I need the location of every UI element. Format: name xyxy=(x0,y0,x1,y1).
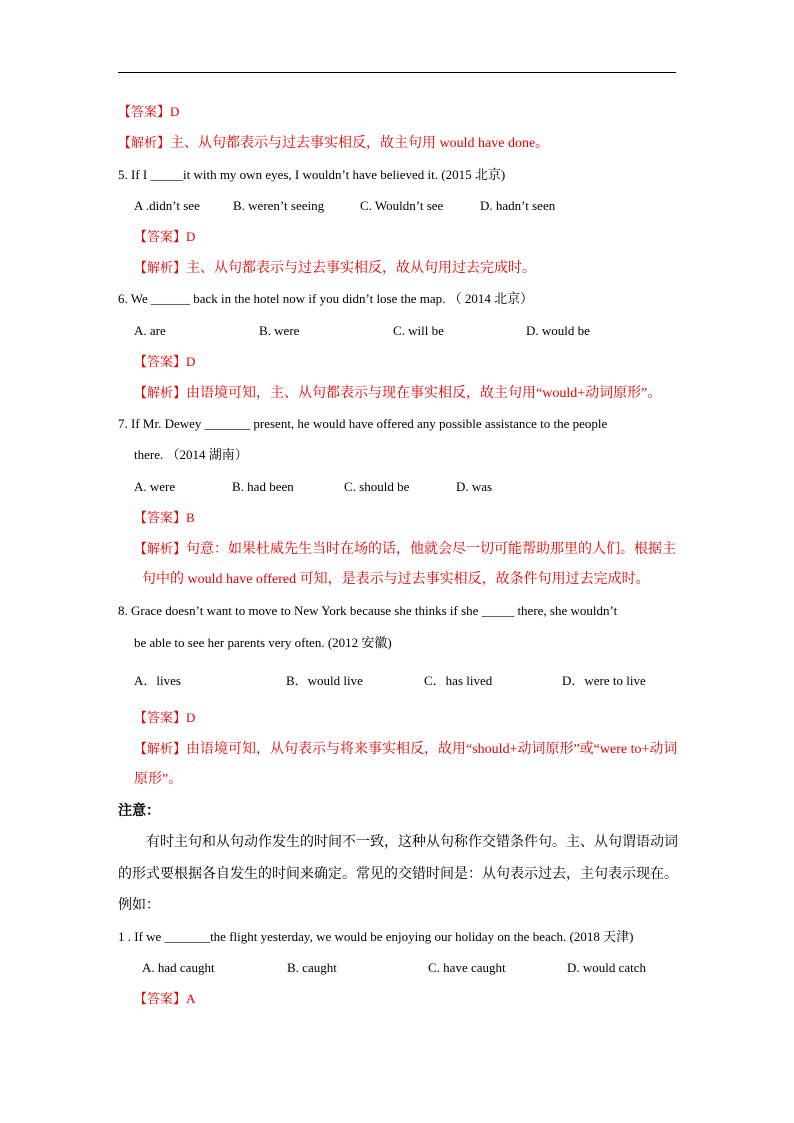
answer-value: D xyxy=(186,710,196,725)
q6-option-c: C. will be xyxy=(393,323,444,338)
answer-value: D xyxy=(186,354,196,369)
analysis-tag: 【解析】 xyxy=(134,542,187,557)
q5-option-c: C. Wouldn’t see xyxy=(360,198,444,213)
q7-option-c: C. should be xyxy=(344,479,410,494)
q8-option-a: A．lives xyxy=(134,673,181,688)
q7-analysis-line1 xyxy=(134,540,676,559)
example1-answer xyxy=(134,990,195,1009)
analysis-tag: 【解析】 xyxy=(134,742,187,757)
q6-option-d: D. would be xyxy=(526,323,590,338)
q5-stem: 5. If I _____it with my own eyes, I wouldn’t have believed it. (2015 北京) xyxy=(118,167,506,182)
note-para-line3: 例如： xyxy=(118,898,160,913)
analysis-tag: 【解析】 xyxy=(118,136,171,151)
answer-tag: 【答案】 xyxy=(118,105,171,120)
analysis-text: 由语境可知，主、从句都表示与现在事实相反，故主句用“would+动词原形”。 xyxy=(186,386,662,401)
analysis-tag: 【解析】 xyxy=(134,386,187,401)
example1-stem: 1 . If we _______the flight yesterday, we would be enjoying our holiday on the beach. (2018 天津) xyxy=(118,929,634,944)
answer-value: D xyxy=(186,229,196,244)
q7-analysis-line2: 句中的 would have offered 可知，是表示与过去事实相反，故条件句用过去完成时。 xyxy=(142,572,650,587)
q7-option-d: D. was xyxy=(456,479,493,494)
q8-analysis-line2: 原形”。 xyxy=(134,772,183,787)
q7-stem-line1: 7. If Mr. Dewey _______ present, he would have offered any possible assistance to the people xyxy=(118,416,608,431)
q8-answer xyxy=(134,709,195,728)
answer-tag: 【答案】 xyxy=(134,511,187,526)
analysis-text: 主、从句都表示与过去事实相反，故从句用过去完成时。 xyxy=(186,261,537,276)
answer-value: B xyxy=(186,510,195,525)
q8-option-c: C．has lived xyxy=(424,673,493,688)
q5-option-b: B. weren’t seeing xyxy=(233,198,325,213)
q5-answer xyxy=(134,228,195,247)
q7-answer xyxy=(134,509,195,528)
q8-option-d: D．were to live xyxy=(562,673,646,688)
q5-analysis xyxy=(134,259,536,278)
analysis-text: 由语境可知，从句表示与将来事实相反，故用“should+动词原形”或“were to+动词 xyxy=(186,742,678,757)
q8-analysis-line1 xyxy=(134,740,677,759)
q7-stem-line2: there. （2014 湖南） xyxy=(134,447,248,462)
q6-option-a: A. are xyxy=(134,323,166,338)
example1-option-c: C. have caught xyxy=(428,960,506,975)
q7-option-a: A. were xyxy=(134,479,176,494)
example1-option-a: A. had caught xyxy=(142,960,215,975)
analysis-text: 主、从句都表示与过去事实相反，故主句用 would have done。 xyxy=(170,136,550,151)
q7-option-b: B. had been xyxy=(232,479,294,494)
q6-option-b: B. were xyxy=(259,323,300,338)
answer-tag: 【答案】 xyxy=(134,230,187,245)
q6-analysis xyxy=(134,384,661,403)
q6-answer xyxy=(134,353,195,372)
note-title: 注意： xyxy=(118,804,160,819)
q4-analysis xyxy=(118,134,549,153)
analysis-text: 句意：如果杜威先生当时在场的话，他就会尽一切可能帮助那里的人们。根据主 xyxy=(186,542,677,557)
q8-stem-line1: 8. Grace doesn’t want to move to New York because she thinks if she _____ there, she wouldn’t xyxy=(118,603,618,618)
answer-tag: 【答案】 xyxy=(134,711,187,726)
header-rule xyxy=(118,72,676,73)
answer-value: D xyxy=(170,104,180,119)
example1-option-b: B. caught xyxy=(287,960,337,975)
note-para-line1: 有时主句和从句动作发生的时间不一致，这种从句称作交错条件句。主、从句谓语动词 xyxy=(146,835,678,850)
analysis-tag: 【解析】 xyxy=(134,261,187,276)
example1-option-d: D. would catch xyxy=(567,960,647,975)
answer-tag: 【答案】 xyxy=(134,992,187,1007)
q6-stem: 6. We ______ back in the hotel now if you didn’t lose the map. （ 2014 北京） xyxy=(118,291,534,306)
q8-stem-line2: be able to see her parents very often. (2012 安徽) xyxy=(134,635,392,650)
q4-answer xyxy=(118,103,179,122)
answer-value: A xyxy=(186,991,196,1006)
q8-option-b: B．would live xyxy=(286,673,363,688)
answer-tag: 【答案】 xyxy=(134,355,187,370)
note-para-line2: 的形式要根据各自发生的时间来确定。常见的交错时间是：从句表示过去，主句表示现在。 xyxy=(118,867,678,882)
q5-option-d: D. hadn’t seen xyxy=(480,198,556,213)
q5-option-a: A .didn’t see xyxy=(134,198,200,213)
